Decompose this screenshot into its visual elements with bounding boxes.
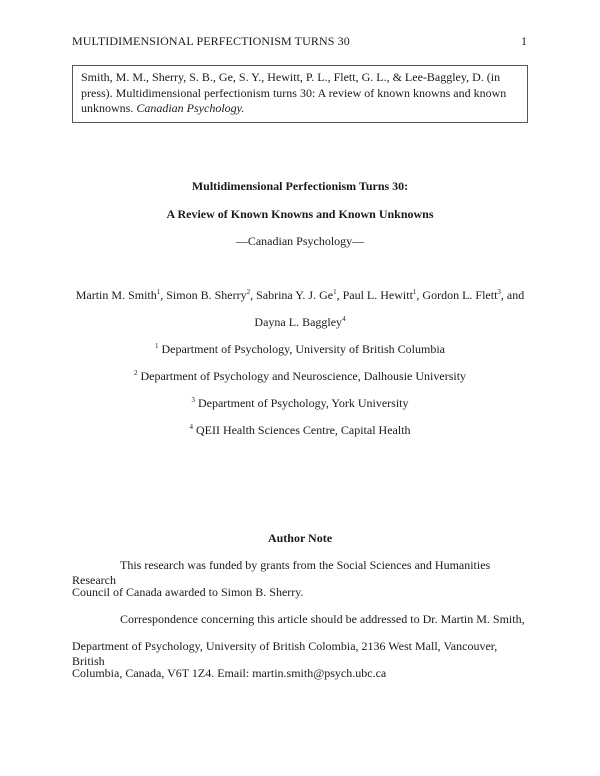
- affiliation-superscript: 1: [154, 342, 159, 350]
- author-superscript: 1: [412, 288, 417, 296]
- author-name: Simon B. Sherry: [166, 288, 247, 302]
- affiliation-text: Department of Psychology, York University: [194, 396, 409, 410]
- correspondence-line-1: Correspondence concerning this article should be addressed to Dr. Martin M. Smith,: [120, 612, 525, 626]
- running-head: MULTIDIMENSIONAL PERFECTIONISM TURNS 30: [72, 34, 350, 48]
- author-superscript: 4: [342, 315, 346, 323]
- citation-line-2: press). Multidimensional perfectionism turns 30: A review of known knowns and known: [81, 85, 507, 100]
- author-superscript: 2: [246, 288, 251, 296]
- correspondence-line-3: Columbia, Canada, V6T 1Z4. Email: martin.smith@psych.ubc.ca: [72, 666, 387, 680]
- affiliation-text: QEII Health Sciences Centre, Capital Health: [192, 423, 411, 437]
- author-separator: , and: [500, 288, 525, 302]
- affiliation-4: [0, 423, 600, 438]
- title-line-2: A Review of Known Knowns and Known Unknowns: [166, 207, 434, 221]
- author-name: Paul L. Hewitt: [342, 288, 413, 302]
- citation-box: [72, 65, 528, 123]
- affiliation-superscript: 4: [189, 423, 193, 431]
- author-note-heading: Author Note: [267, 531, 333, 545]
- affiliation-3: [0, 396, 600, 411]
- author-separator: ,: [416, 288, 423, 302]
- affiliation-1: [0, 342, 600, 357]
- funding-line-1: This research was funded by grants from the Social Sciences and Humanities Research: [72, 558, 491, 587]
- citation-line-1: Smith, M. M., Sherry, S. B., Ge, S. Y., Hewitt, P. L., Flett, G. L., & Lee-Baggley, D. (in: [81, 70, 501, 84]
- author-superscript: 1: [156, 288, 161, 296]
- affiliation-text: Department of Psychology, University of British Columbia: [158, 342, 446, 356]
- title-line-1: Multidimensional Perfectionism Turns 30:: [191, 179, 409, 193]
- affiliation-superscript: 2: [133, 369, 138, 377]
- citation-text: unknowns.: [81, 101, 137, 115]
- author-name: Gordon L. Flett: [422, 288, 498, 302]
- author-name: Sabrina Y. J. Ge: [256, 288, 334, 302]
- citation-line-3: [81, 101, 519, 117]
- page-number: 1: [521, 34, 527, 48]
- journal-subtitle: —Canadian Psychology—: [235, 234, 365, 248]
- author-separator: ,: [250, 288, 257, 302]
- affiliation-text: Department of Psychology and Neuroscience, Dalhousie University: [137, 369, 467, 383]
- author-name: Dayna L. Baggley: [254, 315, 343, 329]
- author-superscript: 1: [333, 288, 337, 296]
- citation-journal: Canadian Psychology.: [136, 101, 245, 115]
- affiliation-superscript: 3: [191, 396, 195, 404]
- correspondence-line-2: Department of Psychology, University of British Colombia, 2136 West Mall, Vancouver, British: [72, 639, 498, 668]
- author-line-1: [0, 288, 600, 303]
- author-name: Martin M. Smith: [75, 288, 157, 302]
- author-separator: ,: [160, 288, 167, 302]
- author-separator: ,: [336, 288, 343, 302]
- affiliation-2: [0, 369, 600, 384]
- funding-line-2: Council of Canada awarded to Simon B. Sherry.: [72, 585, 304, 599]
- author-line-2: [0, 315, 600, 330]
- author-superscript: 3: [497, 288, 501, 296]
